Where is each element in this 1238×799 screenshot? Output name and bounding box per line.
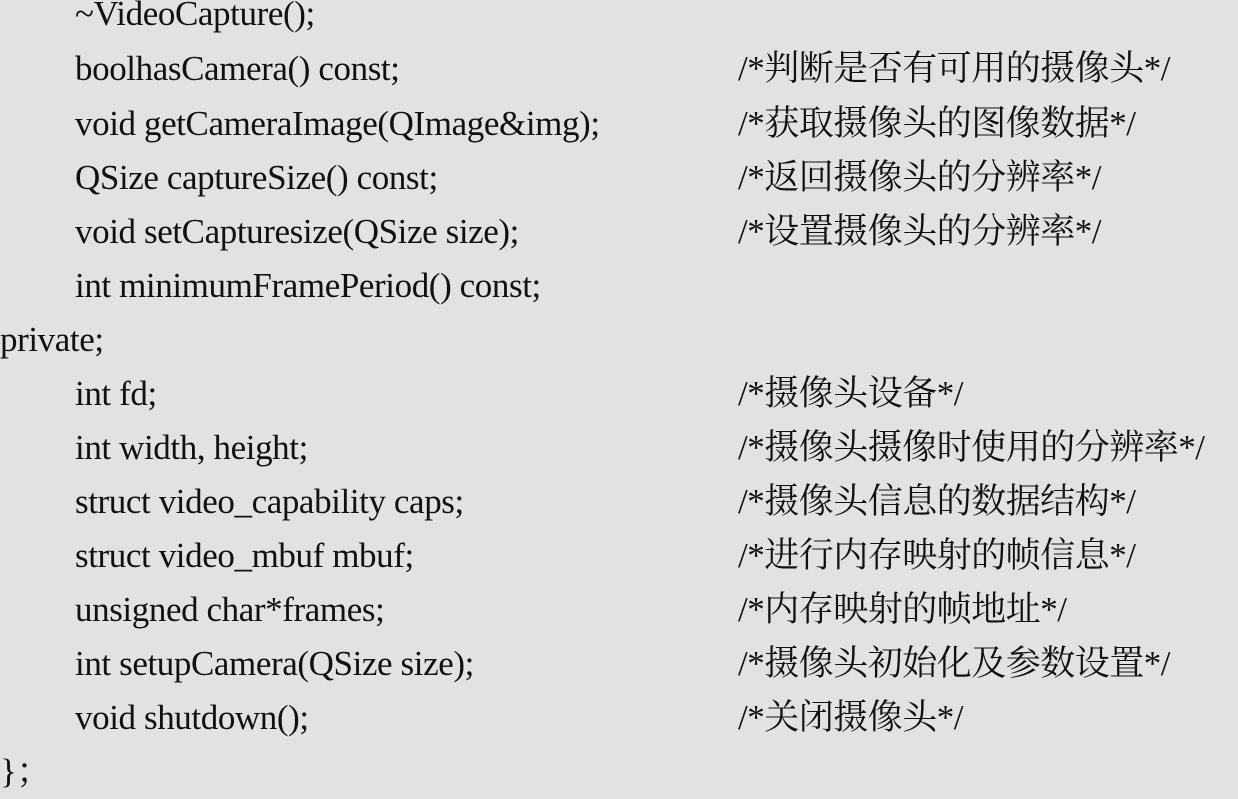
code-text: void getCameraImage(QImage&img); [75, 104, 600, 143]
code-text: int minimumFramePeriod() const; [75, 266, 541, 305]
code-text: int fd; [75, 374, 157, 413]
code-text: ~VideoCapture(); [75, 0, 315, 33]
code-line [0, 97, 1238, 151]
code-text: unsigned char*frames; [75, 590, 385, 629]
code-text: void setCapturesize(QSize size); [75, 212, 519, 251]
code-line [0, 205, 1238, 259]
code-line [0, 637, 1238, 691]
code-comment: /*判断是否有可用的摄像头*/ [738, 49, 1170, 88]
code-line [0, 0, 1238, 41]
code-line [0, 745, 1238, 799]
code-line [0, 529, 1238, 583]
code-line [0, 42, 1238, 96]
code-line [0, 151, 1238, 205]
code-text: int setupCamera(QSize size); [75, 644, 474, 683]
code-text: QSize captureSize() const; [75, 158, 438, 197]
code-text: int width, height; [75, 428, 308, 467]
code-text: void shutdown(); [75, 698, 309, 737]
code-text: struct video_mbuf mbuf; [75, 536, 414, 575]
code-comment: /*摄像头设备*/ [738, 374, 963, 413]
code-line [0, 367, 1238, 421]
code-comment: /*设置摄像头的分辨率*/ [738, 212, 1101, 251]
code-text: boolhasCamera() const; [75, 49, 400, 88]
code-comment: /*进行内存映射的帧信息*/ [738, 536, 1136, 575]
code-comment: /*摄像头信息的数据结构*/ [738, 482, 1136, 521]
code-comment: /*摄像头摄像时使用的分辨率*/ [738, 428, 1205, 467]
code-comment: /*获取摄像头的图像数据*/ [738, 104, 1136, 143]
code-line [0, 421, 1238, 475]
code-line [0, 583, 1238, 637]
code-line [0, 259, 1238, 313]
code-line [0, 691, 1238, 745]
code-line [0, 475, 1238, 529]
code-text: struct video_capability caps; [75, 482, 464, 521]
code-line [0, 313, 1238, 367]
code-text: private; [0, 320, 104, 359]
code-comment: /*关闭摄像头*/ [738, 698, 963, 737]
code-comment: /*摄像头初始化及参数设置*/ [738, 644, 1170, 683]
code-comment: /*内存映射的帧地址*/ [738, 590, 1067, 629]
code-text: }； [0, 752, 51, 791]
code-comment: /*返回摄像头的分辨率*/ [738, 158, 1101, 197]
